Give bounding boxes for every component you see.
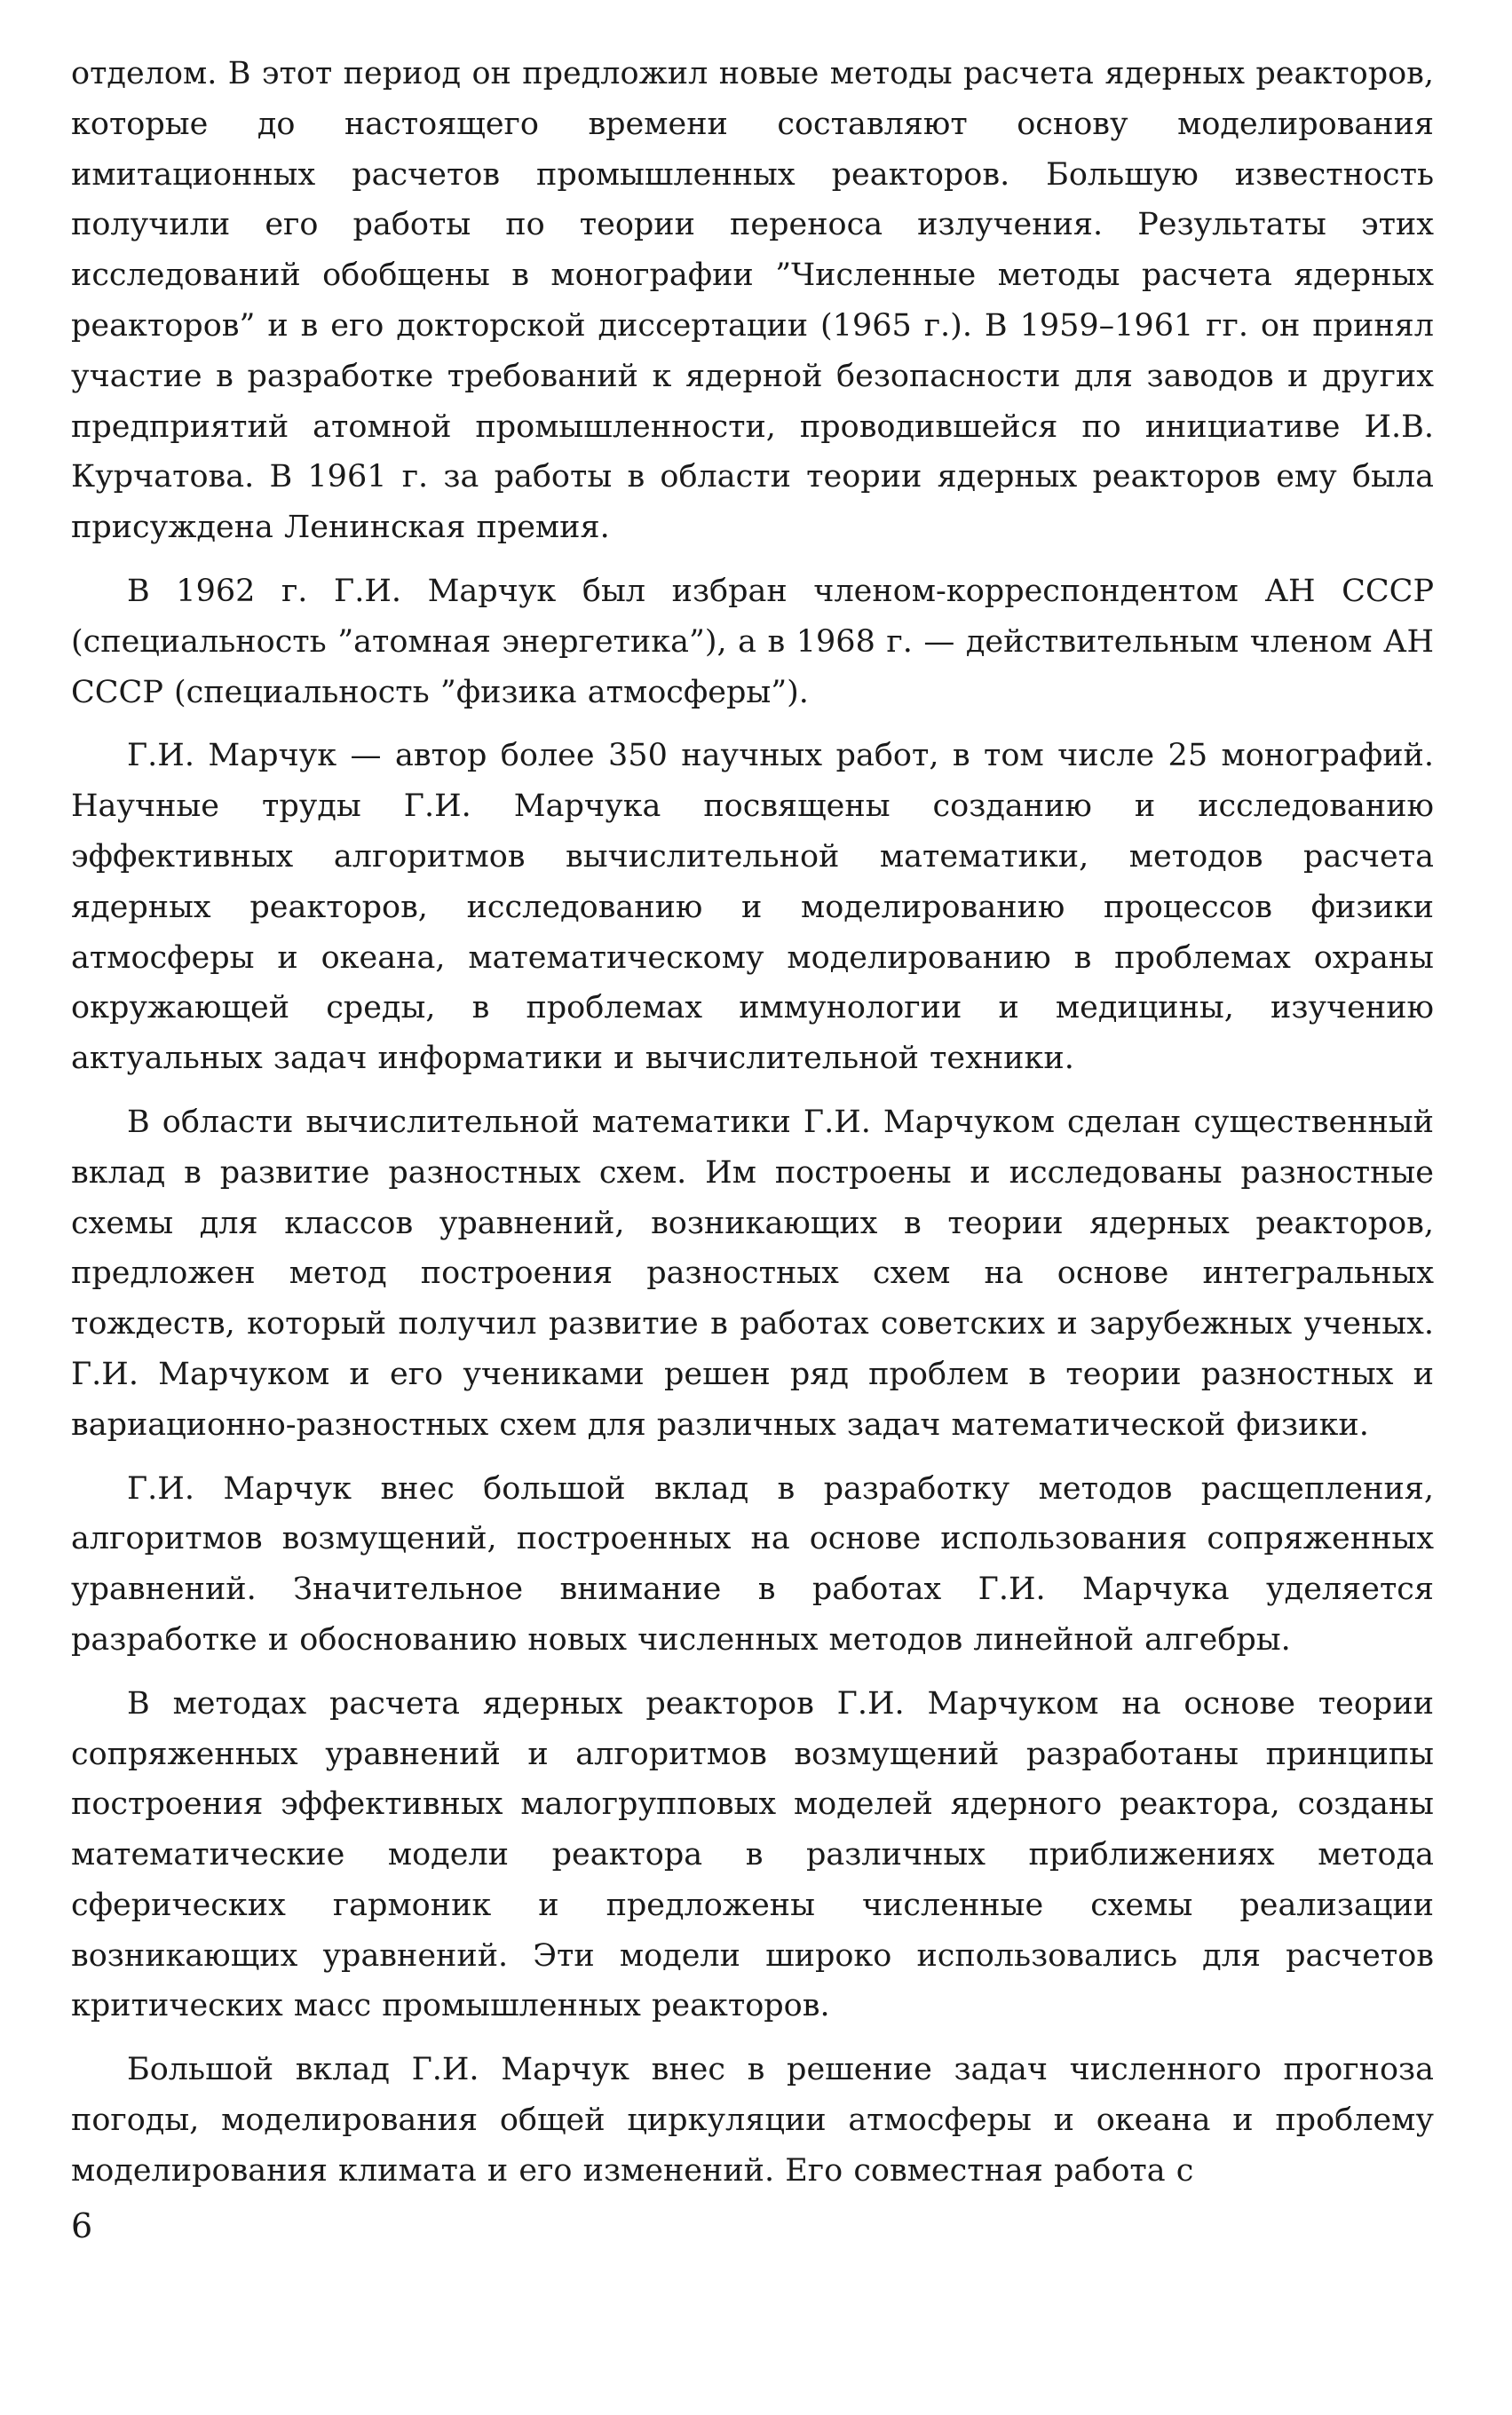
paragraph-2: В 1962 г. Г.И. Марчук был избран членом-корреспондентом АН СССР (специальность ”атомная энергетика”), а в 1968 г. — действительным членом АН СССР (специальность ”физика атмосферы”).	[71, 573, 1434, 710]
page-number: 6	[71, 2206, 93, 2245]
page-body	[71, 49, 1434, 2210]
paragraph-1: отделом. В этот период он предложил новые методы расчета ядерных реакторов, которые до настоящего времени составляют основу моделирования имитационных расчетов промышленных реакторов. Большую известность получили его работы по теории переноса излучения. Результаты этих исследований обобщены в монографии ”Численные методы расчета ядерных реакторов” и в его докторской диссертации (1965 г.). В 1959–1961 гг. он принял участие в разработке требований к ядерной безопасности для заводов и других предприятий атомной промышленности, проводившейся по инициативе И.В. Курчатова. В 1961 г. за работы в области теории ядерных реакторов ему была присуждена Ленинская премия.	[71, 56, 1434, 546]
paragraph-6: В методах расчета ядерных реакторов Г.И. Марчуком на основе теории сопряженных уравнений и алгоритмов возмущений разработаны принципы построения эффективных малогрупповых моделей ядерного реактора, созданы математические модели реактора в различных приближениях метода сферических гармоник и предложены численные схемы реализации возникающих уравнений. Эти модели широко использовались для расчетов критических масс промышленных реакторов.	[71, 1685, 1434, 2024]
paragraph-7: Большой вклад Г.И. Марчук внес в решение задач численного прогноза погоды, моделирования общей циркуляции атмосферы и океана и проблему моделирования климата и его изменений. Его совместная работа с	[71, 2052, 1434, 2189]
paragraph-3: Г.И. Марчук — автор более 350 научных работ, в том числе 25 монографий. Научные труды Г.И. Марчука посвящены созданию и исследованию эффективных алгоритмов вычислительной математики, методов расчета ядерных реакторов, исследованию и моделированию процессов физики атмосферы и океана, математическому моделированию в проблемах охраны окружающей среды, в проблемах иммунологии и медицины, изучению актуальных задач информатики и вычислительной техники.	[71, 738, 1434, 1077]
paragraph-4: В области вычислительной математики Г.И. Марчуком сделан существенный вклад в развитие разностных схем. Им построены и исследованы разностные схемы для классов уравнений, возникающих в теории ядерных реакторов, предложен метод построения разностных схем на основе интегральных тождеств, который получил развитие в работах советских и зарубежных ученых. Г.И. Марчуком и его учениками решен ряд проблем в теории разностных и вариационно-разностных схем для различных задач математической физики.	[71, 1104, 1434, 1443]
paragraph-5: Г.И. Марчук внес большой вклад в разработку методов расщепления, алгоритмов возмущений, построенных на основе использования сопряженных уравнений. Значительное внимание в работах Г.И. Марчука уделяется разработке и обоснованию новых численных методов линейной алгебры.	[71, 1470, 1434, 1658]
